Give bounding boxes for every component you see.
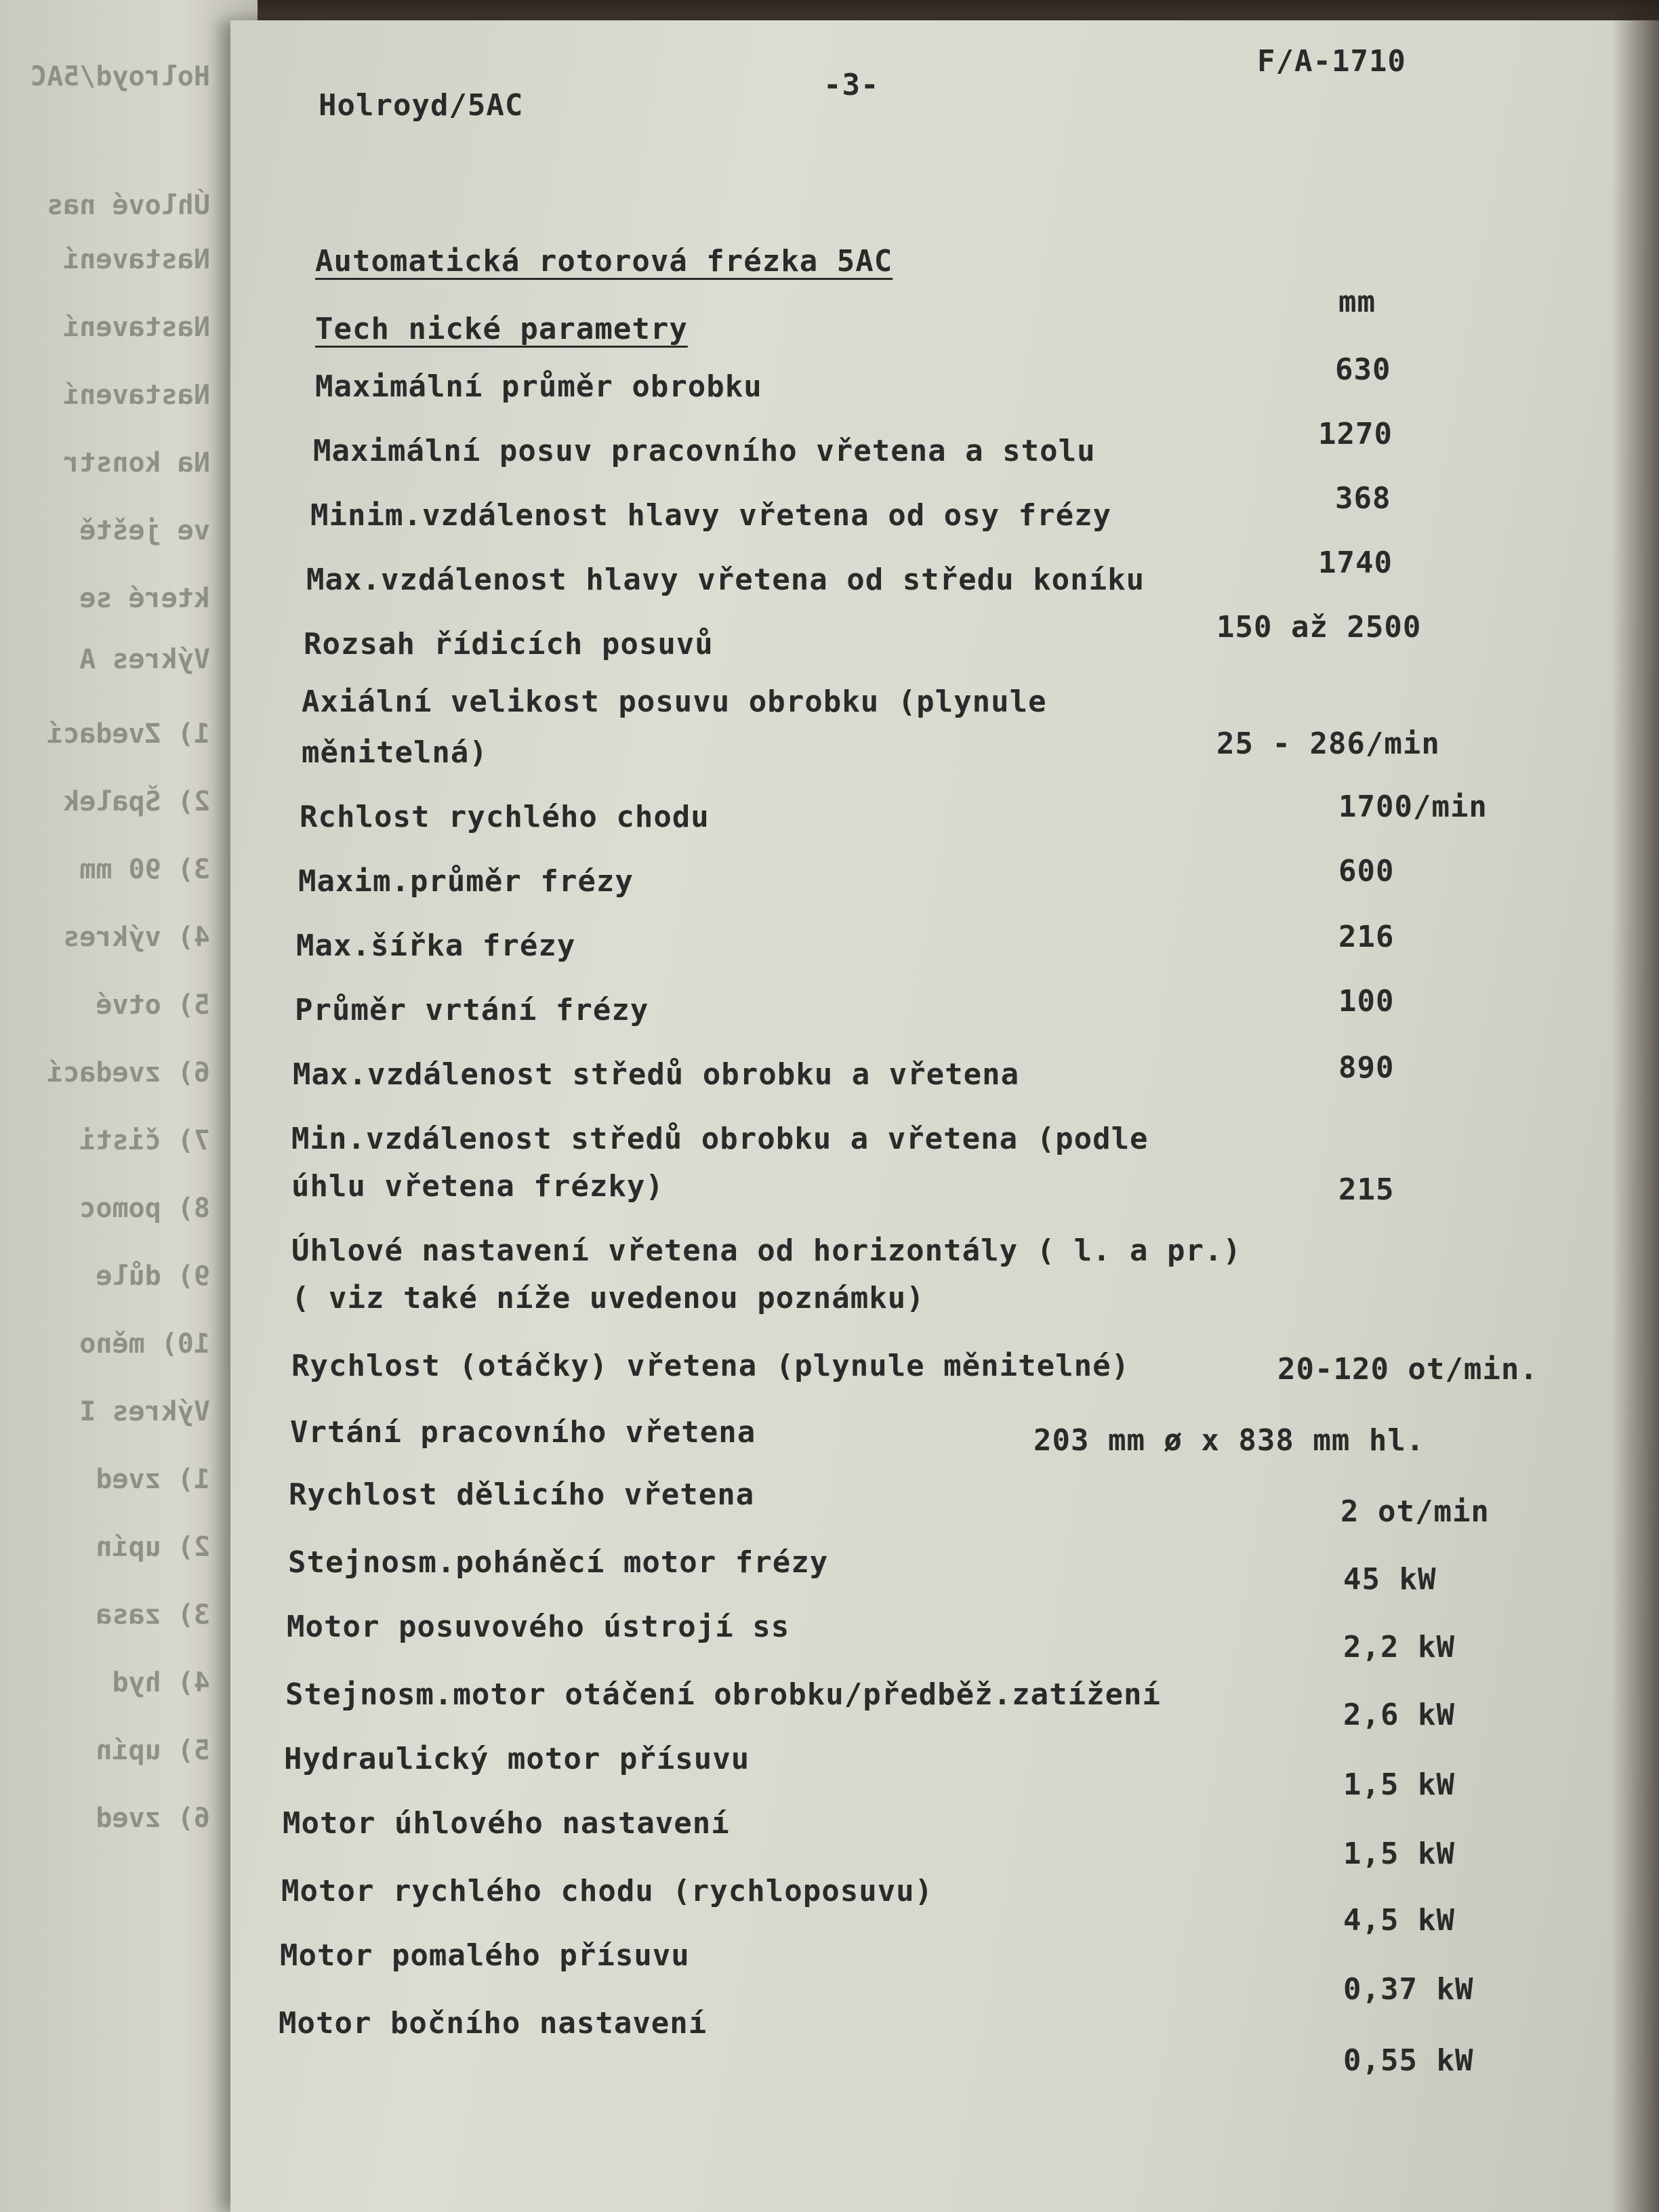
parameter-label-continued: úhlu vřetena frézky) [291,1169,664,1204]
parameter-label: Rychlost dělicího vřetena [289,1477,755,1512]
parameter-value: 1,5 kW [1343,1767,1455,1802]
left-page-line: 4) hyd [112,1667,210,1698]
left-page-line: Nastavení [63,380,210,411]
parameter-label: Max.šířka frézy [296,928,576,963]
left-page-line: 9) důle [96,1261,210,1292]
left-page-line: 3) 90 mm [79,854,210,885]
parameter-label: Motor posuvového ústrojí ss [287,1610,790,1644]
left-page-line: 3) zasa [96,1599,210,1631]
parameter-value: 203 mm ø x 838 mm hl. [1033,1423,1425,1458]
parameter-label: Max.vzdálenost středů obrobku a vřetena [293,1057,1020,1092]
left-page-line: 1) zved [96,1464,210,1495]
parameter-value: 0,37 kW [1343,1972,1474,2007]
parameter-value: 630 [1335,352,1391,387]
parameter-value: 368 [1335,481,1391,516]
left-page-line: 4) výkres [63,922,210,953]
page-number: -3- [823,68,880,102]
left-page-line: 2) upín [96,1532,210,1563]
parameter-label: Max.vzdálenost hlavy vřetena od středu koníku [306,562,1145,597]
document-title: Automatická rotorová frézka 5AC [315,244,893,279]
left-page-line: 6) zvedací [47,1057,210,1088]
parameter-value: 45 kW [1343,1562,1437,1597]
left-page-line: 5) otvé [96,989,210,1021]
parameter-label: Stejnosm.poháněcí motor frézy [288,1545,829,1580]
parameter-value: 150 až 2500 [1216,610,1422,644]
left-page-line: 10) měno [79,1328,210,1359]
parameter-value: 0,55 kW [1343,2043,1474,2078]
left-page-line: Výkres A [79,644,210,675]
unit-label: mm [1338,285,1376,319]
left-page-line: Úhlové nas [47,190,210,221]
parameter-label: Maxim.průměr frézy [298,864,634,899]
parameter-label: Maximální posuv pracovního vřetena a stolu [313,434,1096,468]
parameter-value: 215 [1338,1172,1395,1207]
left-facing-page [0,0,258,2212]
parameter-label: Úhlové nastavení vřetena od horizontály ( l. a pr.) [291,1233,1242,1268]
left-page-line: Na konstr [63,447,210,478]
parameter-label: Rozsah řídicích posuvů [304,627,714,661]
parameter-label: Axiální velikost posuvu obrobku (plynule [302,684,1047,719]
parameter-label: Stejnosm.motor otáčení obrobku/předběž.zatížení [285,1677,1162,1712]
parameter-label: Minim.vzdálenost hlavy vřetena od osy frézy [310,498,1112,533]
left-page-line: které se [79,583,210,614]
parameter-value: 1700/min [1338,790,1488,824]
section-subtitle: Tech nické parametry [315,312,688,346]
parameter-label: Průměr vrtání frézy [295,993,649,1027]
left-page-line: 8) pomoc [79,1193,210,1224]
document-code: F/A-1710 [1257,44,1406,79]
left-page-line: 2) Špalek [63,786,210,817]
left-page-line: Nastavení [63,244,210,275]
parameter-label: Vrtání pracovního vřetena [290,1415,756,1450]
left-page-line: Výkres I [79,1396,210,1427]
parameter-label: Motor bočního nastavení [279,2006,708,2041]
left-page-line: Nastavení [63,312,210,343]
parameter-value: 1740 [1318,546,1393,580]
parameter-value: 1,5 kW [1343,1837,1455,1871]
page-edge-shadow [1612,0,1659,2212]
parameter-label: Motor rychlého chodu (rychloposuvu) [281,1874,934,1908]
parameter-label: Rychlost (otáčky) vřetena (plynule měnitelné) [291,1349,1130,1383]
parameter-value: 4,5 kW [1343,1903,1455,1938]
parameter-value: 216 [1338,920,1395,954]
parameter-value: 2,2 kW [1343,1630,1455,1664]
parameter-label: Maximální průměr obrobku [315,369,762,404]
left-page-line: 6) zved [96,1803,210,1834]
parameter-value: 100 [1338,984,1395,1019]
parameter-label-continued: měnitelná) [302,735,488,770]
parameter-value: 1270 [1318,417,1393,451]
parameter-label: Min.vzdálenost středů obrobku a vřetena (podle [291,1122,1149,1156]
parameter-label-continued: ( viz také níže uvedenou poznámku) [291,1281,925,1315]
left-page-line: Holroyd/5AC [30,61,210,92]
parameter-value: 600 [1338,854,1395,888]
parameter-label: Hydraulický motor přísuvu [284,1742,750,1776]
left-page-bleed-text [0,0,258,2212]
parameter-value: 20-120 ot/min. [1277,1352,1538,1387]
left-page-line: 5) upín [96,1735,210,1766]
parameter-value: 2,6 kW [1343,1698,1455,1732]
parameter-label: Motor úhlového nastavení [283,1806,730,1841]
parameter-label: Motor pomalého přísuvu [280,1938,690,1973]
parameter-value: 2 ot/min [1340,1494,1490,1529]
header-left: Holroyd/5AC [319,88,524,123]
parameter-label: Rchlost rychlého chodu [300,800,710,834]
left-page-line: 7) čisti [79,1125,210,1156]
left-page-line: 1) Zvedací [47,718,210,750]
left-page-line: ve ještě [79,515,210,546]
parameter-value: 25 - 286/min [1216,726,1440,761]
parameter-value: 890 [1338,1050,1395,1085]
